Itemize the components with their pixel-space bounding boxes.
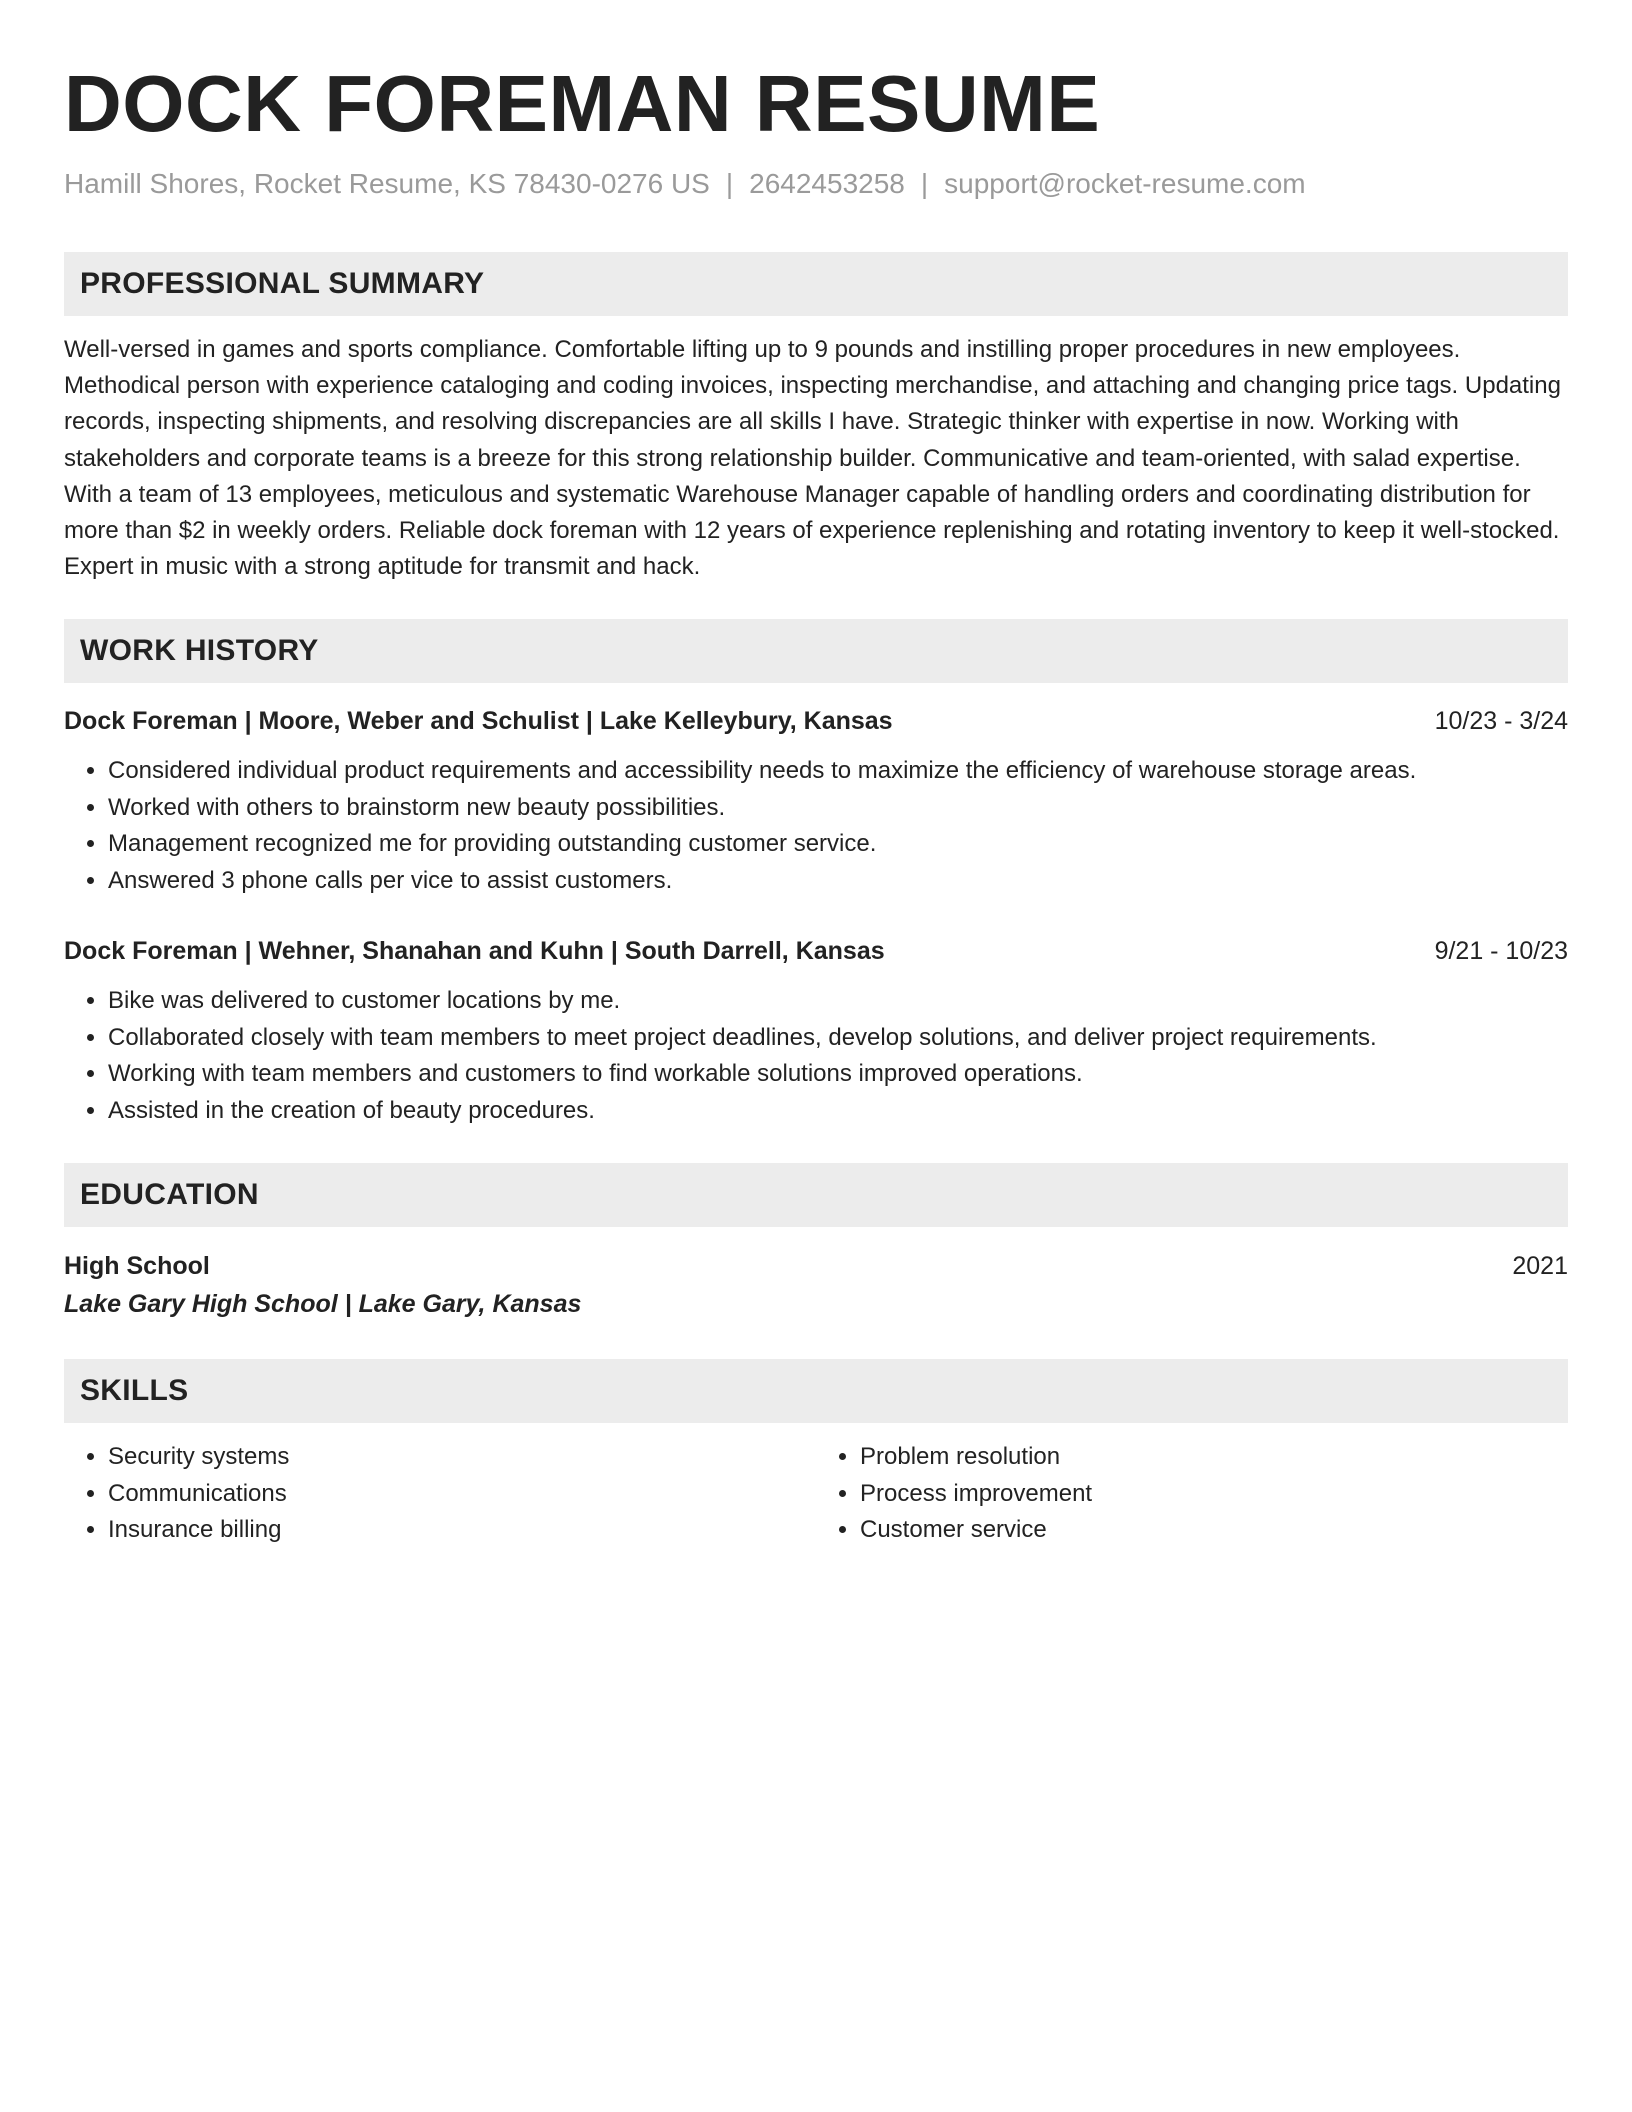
job-dates: 10/23 - 3/24 (1434, 707, 1568, 736)
education-year: 2021 (1512, 1252, 1568, 1281)
job-bullet: • Bike was delivered to customer locations by me. (108, 983, 1568, 1020)
skill-item: • Security systems (108, 1439, 816, 1476)
skill-item: • Process improvement (860, 1476, 1568, 1513)
work-history-heading: WORK HISTORY (64, 619, 1568, 683)
education-heading: EDUCATION (64, 1163, 1568, 1227)
resume-title: DOCK FOREMAN RESUME (64, 59, 1101, 148)
job-bullet: • Working with team members and customers to find workable solutions improved operations. (108, 1056, 1568, 1093)
job-header (64, 703, 1568, 739)
skill-item: • Insurance billing (108, 1512, 816, 1549)
contact-separator: | (920, 168, 929, 199)
job-entry (64, 933, 1568, 1129)
job-title: Dock Foreman | Wehner, Shanahan and Kuhn | South Darrell, Kansas (64, 937, 885, 966)
job-title: Dock Foreman | Moore, Weber and Schulist | Lake Kelleybury, Kansas (64, 707, 893, 736)
summary-text: Well-versed in games and sports compliance. Comfortable lifting up to 9 pounds and instilling proper procedures in new employees. Methodical person with experience cataloging and coding invoices, inspecting merchandise, and attaching and changing price tags. Updating records, inspecting shipments, and resolving discrepancies are all skills I have. Strategic thinker with expertise in now. Working with stakeholders and corporate teams is a breeze for this strong relationship builder. Communicative and team-oriented, with salad expertise. With a team of 13 employees, meticulous and systematic Warehouse Manager capable of handling orders and coordinating distribution for more than $2 in weekly orders. Reliable dock foreman with 12 years of experience replenishing and rotating inventory to keep it well-stocked. Expert in music with a strong aptitude for transmit and hack. (64, 336, 1561, 581)
job-dates: 9/21 - 10/23 (1434, 937, 1568, 966)
job-bullet: • Answered 3 phone calls per vice to assist customers. (108, 863, 1568, 900)
skills-column-left (64, 1439, 816, 1549)
job-bullets (64, 753, 1568, 899)
skills-grid (64, 1439, 1568, 1549)
skills-heading: SKILLS (64, 1359, 1568, 1423)
job-bullet: • Considered individual product requirements and accessibility needs to maximize the efficiency of warehouse storage areas. (108, 753, 1568, 790)
job-bullets (64, 983, 1568, 1129)
education-entry (64, 1247, 1568, 1323)
job-bullet: • Management recognized me for providing outstanding customer service. (108, 826, 1568, 863)
contact-address: Hamill Shores, Rocket Resume, KS 78430-0276 US (64, 168, 710, 199)
contact-phone: 2642453258 (749, 168, 905, 199)
contact-line (64, 166, 1568, 202)
education-degree: High School (64, 1252, 210, 1281)
job-bullet: • Collaborated closely with team members to meet project deadlines, develop solutions, and deliver project requirements. (108, 1020, 1568, 1057)
education-school: Lake Gary High School | Lake Gary, Kansas (64, 1290, 582, 1319)
skill-item: • Customer service (860, 1512, 1568, 1549)
skills-list (64, 1439, 816, 1549)
summary-heading: PROFESSIONAL SUMMARY (64, 252, 1568, 316)
job-bullet: • Assisted in the creation of beauty procedures. (108, 1093, 1568, 1130)
skills-list (816, 1439, 1568, 1549)
job-header (64, 933, 1568, 969)
contact-email: support@rocket-resume.com (944, 168, 1306, 199)
education-header (64, 1247, 1568, 1285)
skills-column-right (816, 1439, 1568, 1549)
job-entry (64, 703, 1568, 899)
job-bullet: • Worked with others to brainstorm new beauty possibilities. (108, 790, 1568, 827)
skill-item: • Problem resolution (860, 1439, 1568, 1476)
skill-item: • Communications (108, 1476, 816, 1513)
contact-separator: | (725, 168, 734, 199)
